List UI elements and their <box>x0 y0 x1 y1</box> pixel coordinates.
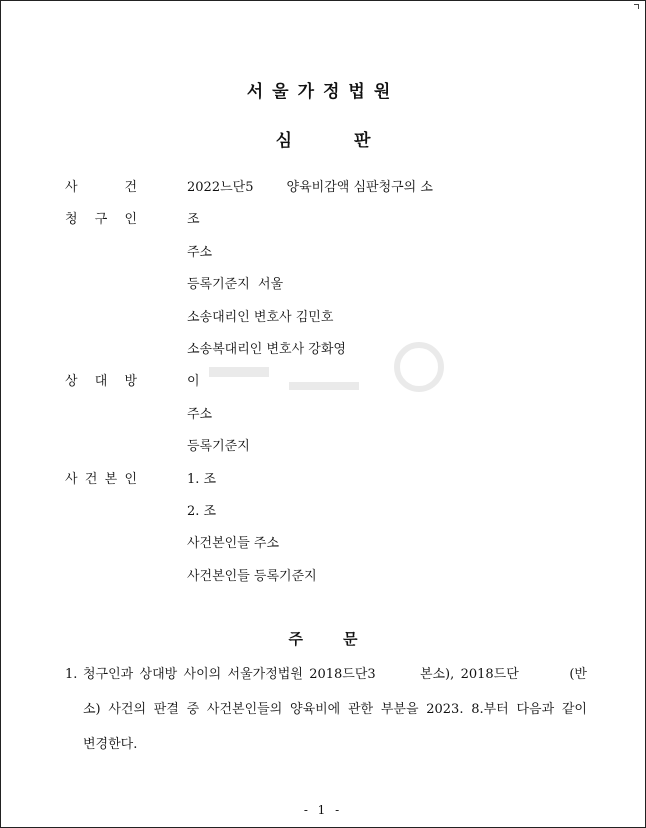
party-row <box>65 369 200 389</box>
party-label-text: 상 대 방 <box>65 373 137 389</box>
page-corner-mark <box>634 4 639 9</box>
party-value: 사건본인들 등록기준지 <box>187 568 317 584</box>
party-value: 소송복대리인 변호사 강화영 <box>187 341 346 357</box>
party-value: 2022느단5 양육비감액 심판청구의 소 <box>187 179 433 195</box>
party-row <box>65 531 279 551</box>
party-label-text: 사 건 <box>65 179 137 195</box>
party-row <box>65 467 216 487</box>
party-label <box>65 370 187 389</box>
party-value: 1. 조 <box>187 471 217 487</box>
party-row <box>65 402 212 422</box>
page-number: - 1 - <box>303 803 343 817</box>
party-row <box>65 305 333 325</box>
party-value: 이 <box>187 373 200 389</box>
party-value: 주소 <box>187 244 213 260</box>
party-value: 등록기준지 <box>187 438 250 454</box>
party-label <box>65 208 187 227</box>
party-label-text: 청 구 인 <box>65 211 137 227</box>
order-line: 청구인과 상대방 사이의 서울가정법원 2018드단3 본소), 2018드단 (반 <box>83 667 587 682</box>
party-row <box>65 175 433 195</box>
order-paragraph <box>65 657 587 762</box>
party-value: 조 <box>187 211 200 227</box>
party-label <box>65 176 187 195</box>
party-row <box>65 337 346 357</box>
party-row <box>65 207 200 227</box>
court-name: 서울가정법원 <box>246 82 400 102</box>
party-value: 2. 조 <box>187 503 217 519</box>
party-value: 주소 <box>187 406 213 422</box>
order-line: 소) 사건의 판결 중 사건본인들의 양육비에 관한 부분을 2023. 8.부터 다음과 같이 <box>83 702 587 717</box>
party-row <box>65 434 250 454</box>
party-value: 소송대리인 변호사 김민호 <box>187 309 334 325</box>
party-value: 등록기준지 서울 <box>187 276 284 292</box>
document-type: 심판 <box>275 131 433 151</box>
party-row <box>65 240 212 260</box>
order-title: 주문 <box>288 630 398 648</box>
order-item-number: 1. <box>65 667 78 682</box>
order-line: 변경한다. <box>83 737 138 752</box>
party-row <box>65 272 283 292</box>
party-label-text: 사 건 본 인 <box>65 471 137 487</box>
party-label <box>65 468 187 487</box>
party-row <box>65 499 216 519</box>
party-value: 사건본인들 주소 <box>187 535 280 551</box>
party-row <box>65 564 317 584</box>
